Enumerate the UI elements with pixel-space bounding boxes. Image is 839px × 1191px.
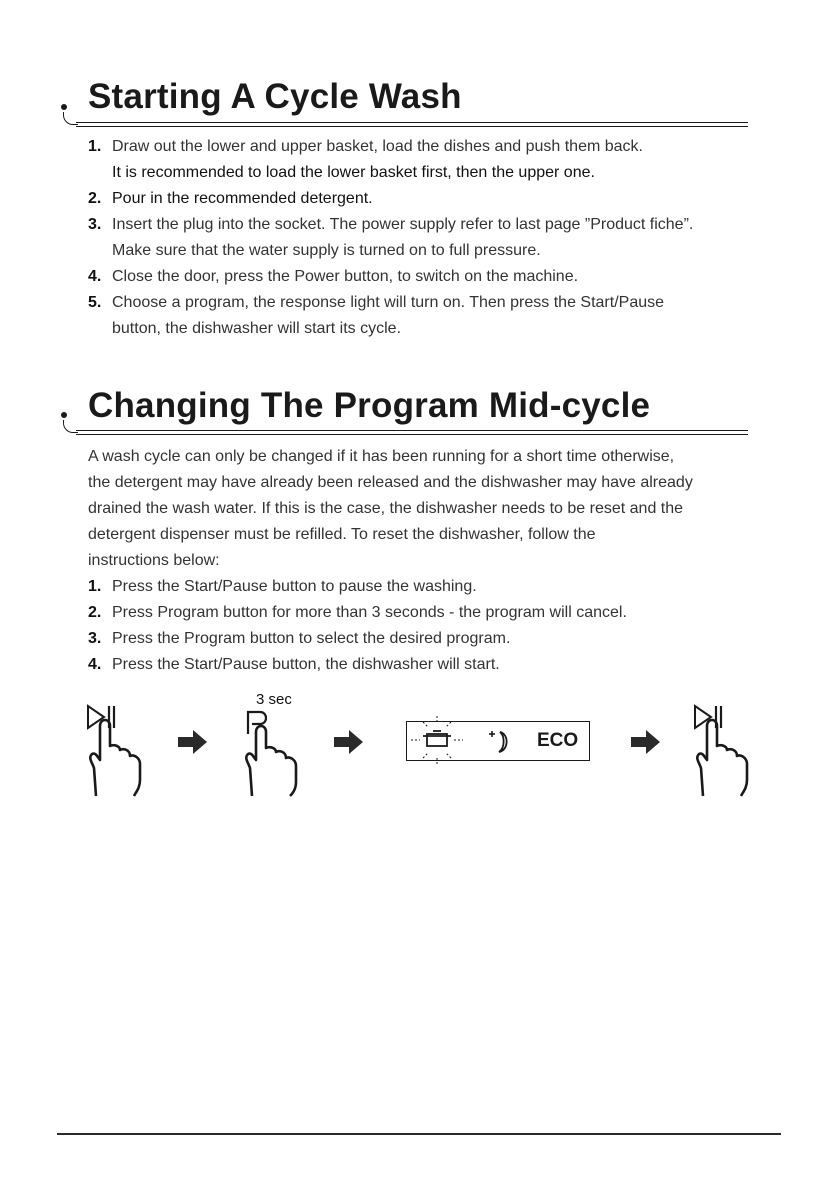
step-2: 2. Pour in the recommended detergent.: [88, 190, 373, 207]
flashing-program-icon: [409, 714, 467, 770]
arrow-right-icon: [631, 730, 661, 754]
step-3-continued: Make sure that the water supply is turned on to full pressure.: [112, 242, 541, 259]
intro-line: drained the wash water. If this is the case, the dishwasher needs to be reset and the: [88, 500, 684, 517]
intro-line: the detergent may have already been released and the dishwasher may have already: [88, 474, 693, 491]
program-press-hold-icon: [238, 708, 310, 800]
footer-rule: [57, 1133, 781, 1135]
arrow-right-icon: [334, 730, 364, 754]
step-3: 3. Insert the plug into the socket. The power supply refer to last page ”Product fiche”.: [88, 216, 694, 233]
changing-program-intro: [88, 444, 748, 574]
reset-steps-list: [88, 574, 627, 678]
heading-rule-top: [76, 430, 748, 431]
section-title-starting-cycle: Starting A Cycle Wash: [88, 77, 462, 116]
start-pause-press-icon: [689, 700, 761, 800]
eco-label: ECO: [537, 730, 579, 751]
step-5-continued: button, the dishwasher will start its cycle.: [112, 320, 402, 337]
step-4: 4. Close the door, press the Power button, to switch on the machine.: [88, 268, 579, 285]
step-5: 5. Choose a program, the response light will turn on. Then press the Start/Pause: [88, 294, 665, 311]
reset-step-3: 3. Press the Program button to select the desired program.: [88, 630, 511, 647]
starting-steps-list: [88, 134, 693, 342]
heading-hook: [63, 420, 78, 433]
step-1-continued: It is recommended to load the lower basket first, then the upper one.: [112, 164, 595, 181]
delay-moon-icon: [483, 728, 515, 756]
heading-rule-bottom: [76, 126, 748, 127]
reset-step-2: 2. Press Program button for more than 3 seconds - the program will cancel.: [88, 604, 627, 621]
intro-line: A wash cycle can only be changed if it has been running for a short time otherwise,: [88, 448, 675, 465]
heading-bullet: [61, 412, 67, 418]
heading-rule-bottom: [76, 434, 748, 435]
reset-step-1: 1. Press the Start/Pause button to pause the washing.: [88, 578, 477, 595]
heading-rule-top: [76, 122, 748, 123]
heading-hook: [63, 112, 78, 125]
step-1: 1. Draw out the lower and upper basket, load the dishes and push them back.: [88, 138, 643, 155]
intro-line: instructions below:: [88, 552, 220, 569]
control-panel-display: [406, 721, 590, 761]
hold-duration-label: 3 sec: [256, 691, 292, 708]
section-title-changing-program: Changing The Program Mid-cycle: [88, 386, 651, 425]
start-pause-press-icon: [82, 700, 154, 800]
intro-line: detergent dispenser must be refilled. To reset the dishwasher, follow the: [88, 526, 596, 543]
arrow-right-icon: [178, 730, 208, 754]
reset-step-4: 4. Press the Start/Pause button, the dishwasher will start.: [88, 656, 500, 673]
heading-bullet: [61, 104, 67, 110]
